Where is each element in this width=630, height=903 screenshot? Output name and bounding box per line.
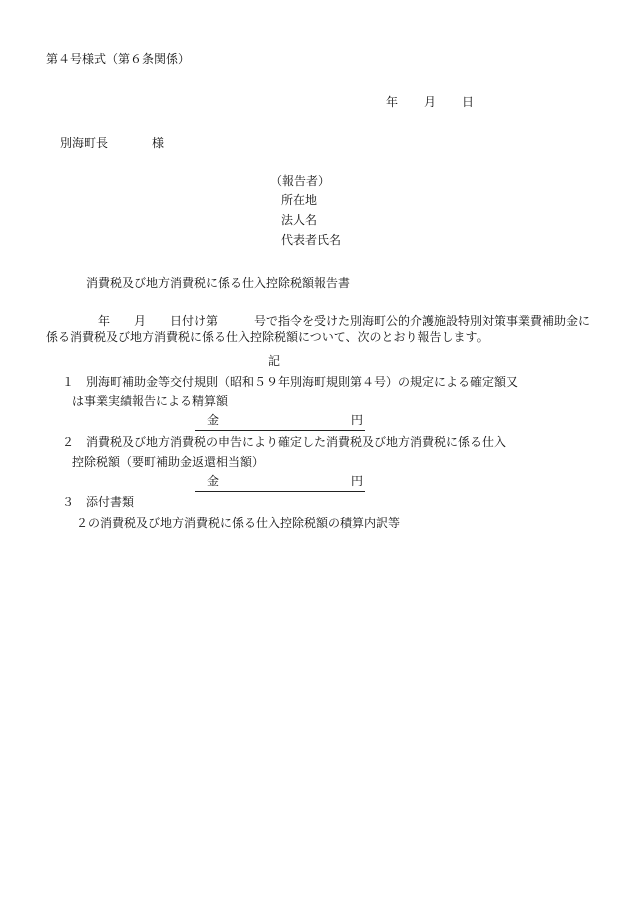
item-1-amount-suffix: 円 <box>350 413 363 427</box>
date-month-label: 月 <box>424 95 437 109</box>
item-2-text: 消費税及び地方消費税の申告により確定した消費税及び地方消費税に係る仕入 <box>86 435 507 449</box>
item-2-text-cont: 控除税額（要町補助金返還相当額） <box>72 455 265 469</box>
reporter-corporation-label: 法人名 <box>281 213 318 227</box>
item-1-text: 別海町補助金等交付規則（昭和５９年別海町規則第４号）の規定による確定額又 <box>86 375 519 389</box>
item-2-amount-suffix: 円 <box>350 474 363 488</box>
item-2-amount-field <box>195 473 365 492</box>
item-1-amount-field <box>195 412 365 431</box>
form-number: 第４号様式（第６条関係） <box>46 52 191 66</box>
item-1-amount-prefix: 金 <box>207 413 220 427</box>
date-year-label: 年 <box>386 95 399 109</box>
item-2-amount-prefix: 金 <box>207 474 220 488</box>
reporter-heading: （報告者） <box>270 174 331 188</box>
date-day-label: 日 <box>462 95 475 109</box>
reporter-address-label: 所在地 <box>281 193 318 207</box>
item-2-number: ２ <box>62 435 75 449</box>
body-month: 月 <box>134 314 147 328</box>
report-date <box>386 94 474 110</box>
item-3-text: 添付書類 <box>86 495 135 509</box>
ki-marker: 記 <box>268 354 281 368</box>
document-title: 消費税及び地方消費税に係る仕入控除税額報告書 <box>86 276 351 290</box>
item-3-number: ３ <box>62 495 75 509</box>
body-day-ref: 日付け第 <box>170 314 219 328</box>
addressee <box>60 135 164 151</box>
body-year: 年 <box>98 314 111 328</box>
addressee-name: 別海町長 <box>60 136 109 150</box>
report-body <box>46 313 591 345</box>
item-1-number: １ <box>62 375 75 389</box>
body-text: 号で指令を受けた別海町公的介護施設特別対策事業費補助金に係る消費税及び地方消費税に係る仕入控除税額について、次のとおり報告します。 <box>46 314 591 345</box>
reporter-representative-label: 代表者氏名 <box>281 233 342 247</box>
item-1-text-cont: は事業実績報告による精算額 <box>72 394 229 408</box>
item-3-attachment-detail: ２の消費税及び地方消費税に係る仕入控除税額の積算内訳等 <box>76 516 401 530</box>
addressee-honorific: 様 <box>152 136 165 150</box>
